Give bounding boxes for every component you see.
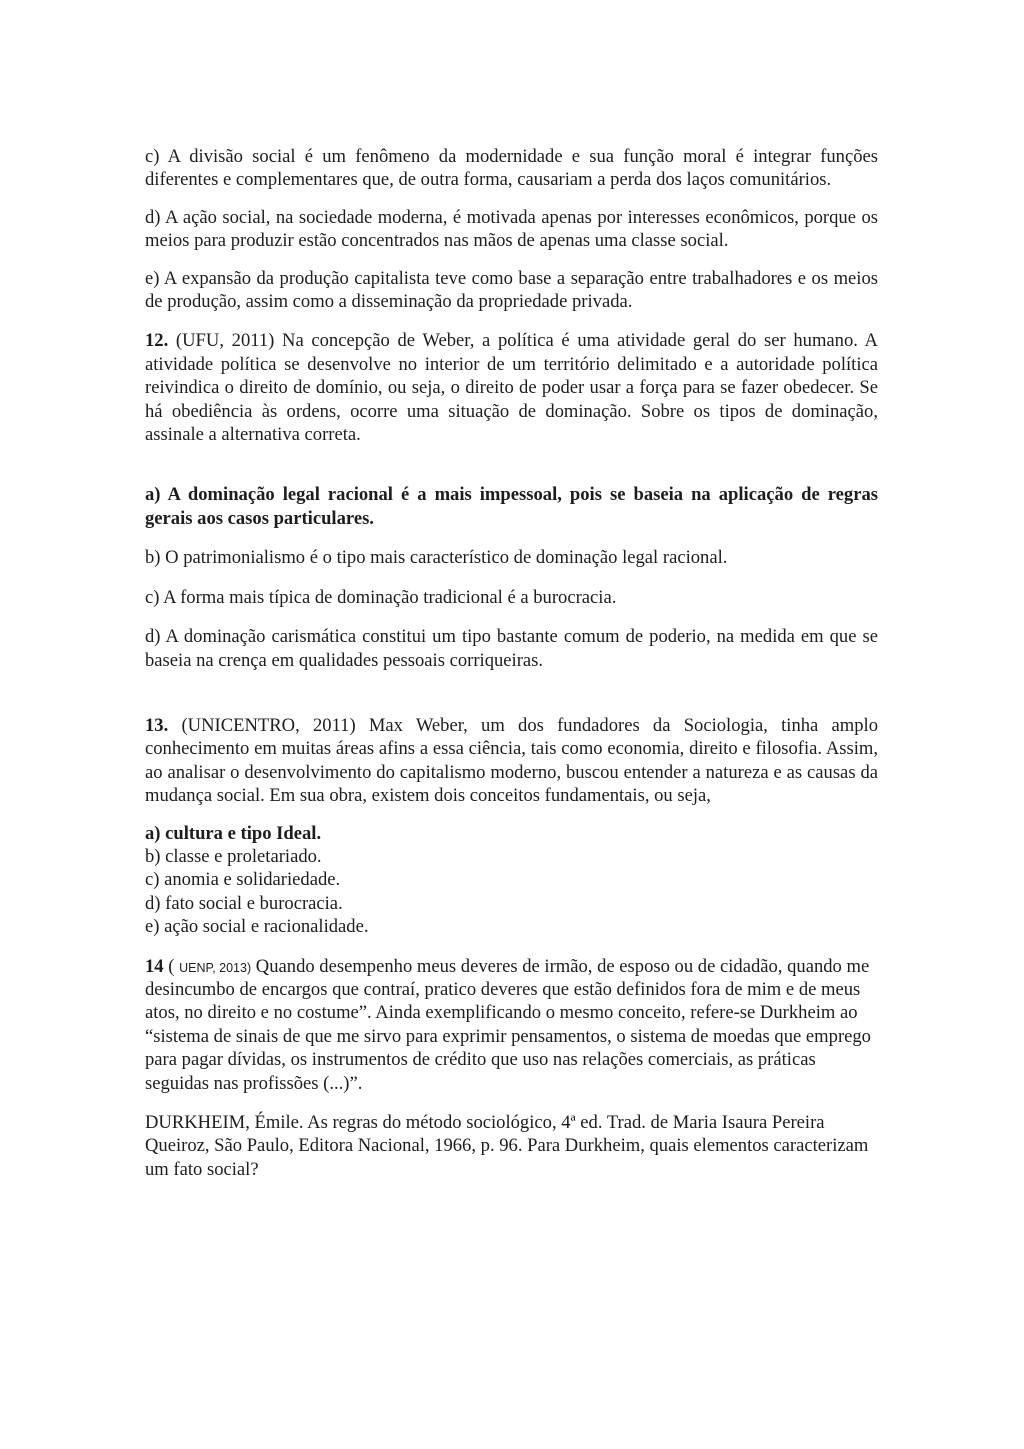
q14-number: 14 [145, 955, 164, 977]
q12-option-d: d) A dominação carismática constitui um tipo bastante comum de poderio, na medida em que se baseia na crença em qualidades pessoais corriqueiras. [145, 626, 878, 671]
q13-option-c: c) anomia e solidariedade. [145, 869, 341, 891]
q14-question [145, 955, 878, 1095]
document-page [145, 145, 878, 1181]
q13-option-d: d) fato social e burocracia. [145, 892, 343, 914]
q13-option-e: e) ação social e racionalidade. [145, 916, 369, 938]
q13-text: (UNICENTRO, 2011) Max Weber, um dos fundadores da Sociologia, tinha amplo conhecimento em muitas áreas afins a essa ciência, tais como economia, direito e filosofia. Assim, ao analisar o desenvolvimento do capitalismo moderno, buscou entender a natureza e as causas da mudança social. Em sua obra, existem dois conceitos fundamentais, ou seja, [145, 714, 878, 807]
q13-number: 13. [145, 714, 169, 736]
q13-option-a: a) cultura e tipo Ideal. [145, 822, 322, 844]
q12-option-c: c) A forma mais típica de dominação tradicional é a burocracia. [145, 586, 617, 608]
q12-option-a: a) A dominação legal racional é a mais impessoal, pois se baseia na aplicação de regras gerais aos casos particulares. [145, 484, 878, 529]
q13-question [145, 714, 878, 808]
q13-options [145, 822, 878, 939]
q11-option-e: e) A expansão da produção capitalista teve como base a separação entre trabalhadores e os meios de produção, assim como a disseminação da propriedade privada. [145, 267, 878, 313]
q13-option-b: b) classe e proletariado. [145, 845, 322, 867]
q14-text: Quando desempenho meus deveres de irmão, de esposo ou de cidadão, quando me desincumbo de encargos que contraí, pratico deveres que estão definidos fora de mim e de meus atos, no direito e no costume”. Ainda exemplificando o mesmo conceito, refere-se Durkheim ao “sistema de sinais de que me sirvo para exprimir pensamentos, o sistema de moedas que emprego para pagar dívidas, os instrumentos de crédito que uso nas relações comerciais, as práticas seguidas nas profissões (...)”. [145, 955, 871, 1094]
q14-reference: DURKHEIM, Émile. As regras do método sociológico, 4ª ed. Trad. de Maria Isaura Pereira Queiroz, São Paulo, Editora Nacional, 1966, p. 96. Para Durkheim, quais elementos caracterizam um fato social? [145, 1112, 869, 1180]
q12-question [145, 329, 878, 446]
q14-source: UENP, 2013) [179, 960, 252, 975]
q11-option-d: d) A ação social, na sociedade moderna, é motivada apenas por interesses econômicos, porque os meios para produzir estão concentrados nas mãos de apenas uma classe social. [145, 206, 878, 252]
q11-option-c: c) A divisão social é um fenômeno da modernidade e sua função moral é integrar funções diferentes e complementares que, de outra forma, causariam a perda dos laços comunitários. [145, 146, 878, 191]
q14-open-paren: ( [163, 955, 180, 977]
q12-number: 12. [145, 330, 169, 352]
q12-option-b: b) O patrimonialismo é o tipo mais característico de dominação legal racional. [145, 547, 728, 569]
q12-text: (UFU, 2011) Na concepção de Weber, a política é uma atividade geral do ser humano. A atividade política se desenvolve no interior de um território delimitado e a autoridade política reivindica o direito de domínio, ou seja, o direito de poder usar a força para se fazer obedecer. Se há obediência às ordens, ocorre uma situação de dominação. Sobre os tipos de dominação, assinale a alternativa correta. [145, 330, 878, 446]
